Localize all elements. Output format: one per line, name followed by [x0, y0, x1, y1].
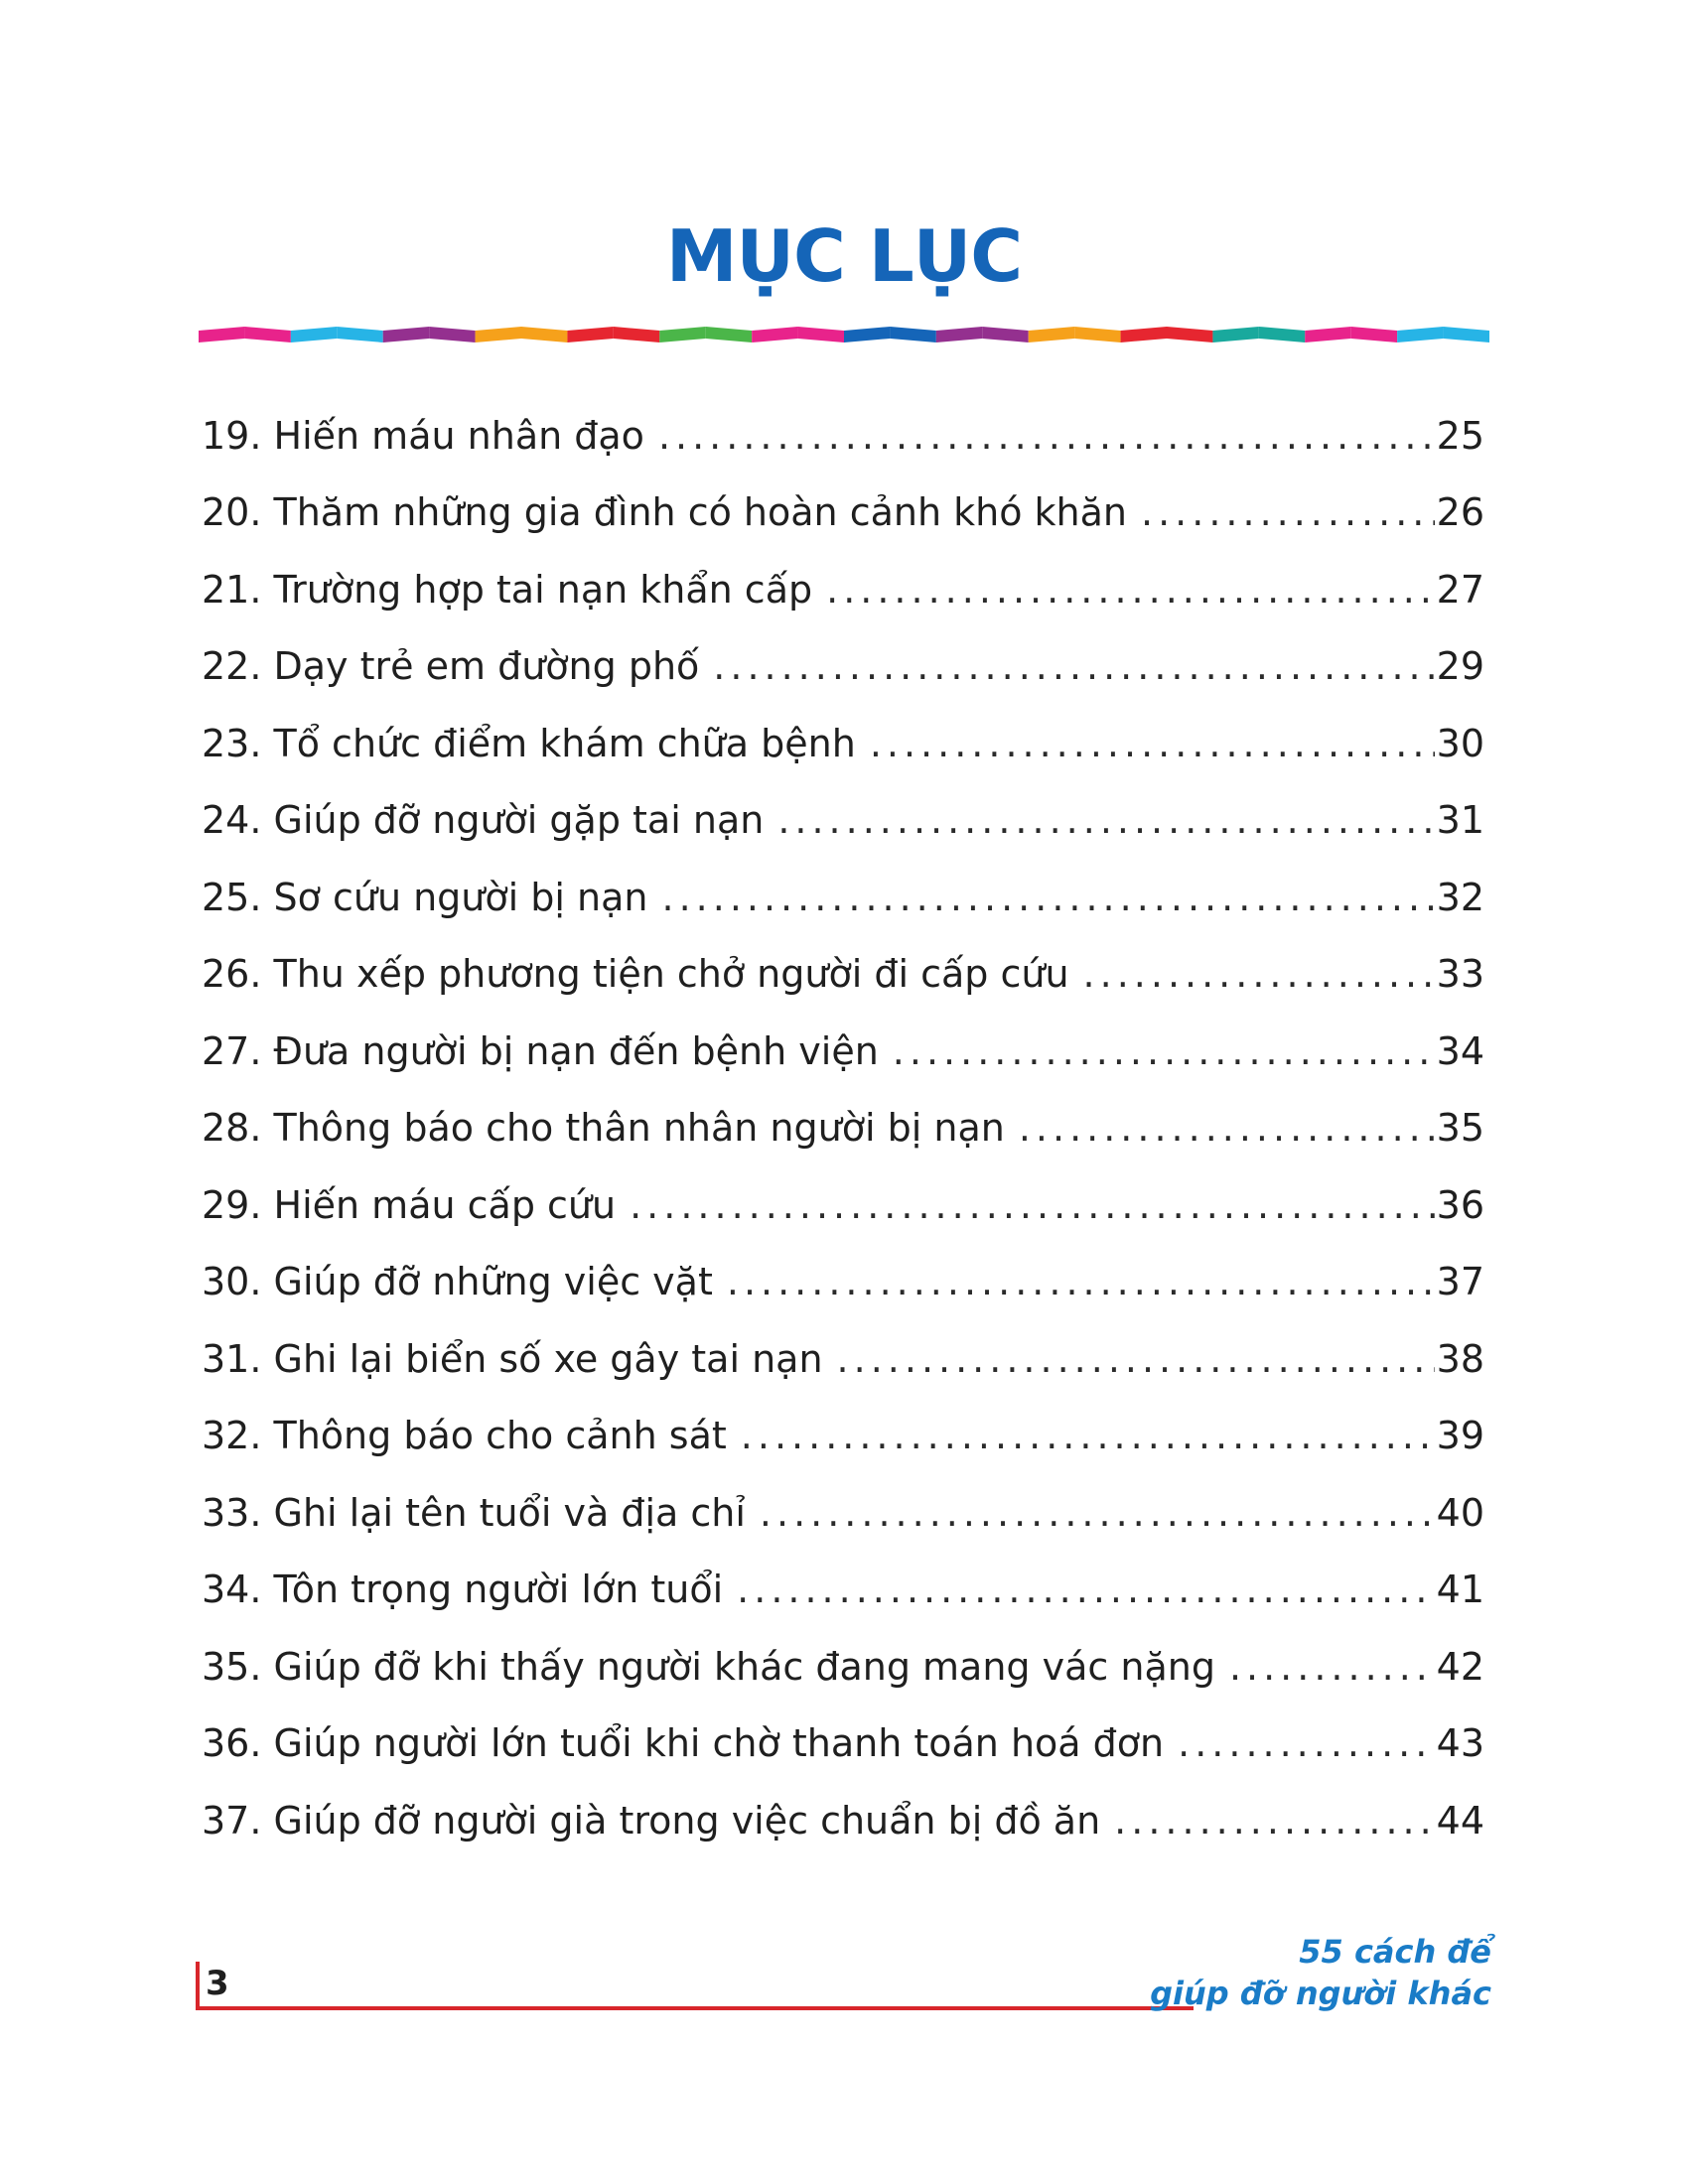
table-of-contents	[202, 397, 1484, 1859]
book-title-line1: 55 cách để	[1299, 1933, 1491, 1971]
toc-leader-dots	[1178, 1724, 1435, 1762]
book-title	[1150, 1931, 1491, 2014]
toc-entry[interactable]	[202, 859, 1484, 936]
toc-leader-dots	[658, 417, 1435, 455]
toc-entry[interactable]	[202, 1782, 1484, 1859]
toc-entry-page: 44	[1436, 1798, 1484, 1843]
toc-entry[interactable]	[202, 1320, 1484, 1398]
divider-segment	[659, 327, 705, 342]
toc-entry-page: 34	[1436, 1028, 1484, 1073]
toc-leader-dots	[760, 1494, 1435, 1532]
toc-entry-title: 19. Hiến máu nhân đạo	[202, 413, 644, 458]
toc-entry-title: 27. Đưa người bị nạn đến bệnh viện	[202, 1028, 879, 1073]
toc-leader-dots	[826, 571, 1435, 609]
toc-entry-page: 29	[1436, 644, 1484, 689]
divider-segment	[752, 327, 797, 342]
toc-entry-title: 30. Giúp đỡ những việc vặt	[202, 1260, 713, 1304]
toc-entry-page: 30	[1436, 721, 1484, 765]
divider-segment	[1351, 327, 1397, 342]
divider-segment	[1444, 327, 1489, 342]
toc-entry-title: 32. Thông báo cho cảnh sát	[202, 1414, 727, 1458]
divider-segment	[798, 327, 844, 342]
toc-entry-title: 29. Hiến máu cấp cứu	[202, 1182, 617, 1227]
toc-entry[interactable]	[202, 628, 1484, 706]
toc-entry-page: 33	[1436, 952, 1484, 997]
divider-segment	[1259, 327, 1305, 342]
toc-leader-dots	[1114, 1802, 1434, 1840]
toc-entry-page: 31	[1436, 798, 1484, 843]
toc-leader-dots	[713, 647, 1434, 685]
toc-entry-page: 35	[1436, 1106, 1484, 1151]
divider-segment	[244, 327, 290, 342]
page-number: 3	[206, 1964, 229, 2003]
toc-entry[interactable]	[202, 1166, 1484, 1244]
toc-entry[interactable]	[202, 1628, 1484, 1706]
toc-leader-dots	[870, 725, 1435, 762]
divider-segment	[337, 327, 382, 342]
divider-segment	[476, 327, 521, 342]
toc-entry-title: 21. Trường hợp tai nạn khẩn cấp	[202, 567, 813, 612]
toc-entry[interactable]	[202, 1244, 1484, 1321]
toc-leader-dots	[662, 879, 1435, 916]
toc-leader-dots	[777, 801, 1434, 839]
divider-segment	[429, 327, 475, 342]
toc-entry-title: 28. Thông báo cho thân nhân người bị nạn	[202, 1106, 1005, 1151]
toc-entry-page: 42	[1436, 1644, 1484, 1689]
toc-entry[interactable]	[202, 475, 1484, 552]
toc-entry-title: 23. Tổ chức điểm khám chữa bệnh	[202, 721, 856, 765]
toc-entry[interactable]	[202, 1398, 1484, 1475]
toc-entry-title: 36. Giúp người lớn tuổi khi chờ thanh toán hoá đơn	[202, 1721, 1165, 1766]
toc-leader-dots	[1141, 493, 1435, 531]
toc-entry-page: 25	[1436, 413, 1484, 458]
toc-entry-title: 31. Ghi lại biển số xe gây tai nạn	[202, 1336, 823, 1381]
toc-leader-dots	[727, 1263, 1435, 1300]
toc-entry-title: 35. Giúp đỡ khi thấy người khác đang mang vác nặng	[202, 1644, 1215, 1689]
book-title-line2: giúp đỡ người khác	[1150, 1975, 1491, 2012]
toc-entry-title: 34. Tôn trọng người lớn tuổi	[202, 1568, 724, 1612]
toc-entry-title: 25. Sơ cứu người bị nạn	[202, 875, 648, 919]
toc-leader-dots	[741, 1417, 1435, 1454]
toc-entry-page: 40	[1436, 1490, 1484, 1535]
divider-segment	[614, 327, 659, 342]
footer-rule	[196, 2006, 1194, 2010]
toc-entry[interactable]	[202, 1013, 1484, 1090]
toc-entry[interactable]	[202, 551, 1484, 628]
divider-segment	[844, 327, 890, 342]
toc-leader-dots	[1083, 955, 1435, 993]
toc-entry-page: 27	[1436, 567, 1484, 612]
toc-leader-dots	[1019, 1109, 1435, 1147]
toc-leader-dots	[1229, 1648, 1435, 1686]
toc-entry[interactable]	[202, 1090, 1484, 1167]
toc-leader-dots	[893, 1032, 1435, 1070]
toc-entry-title: 37. Giúp đỡ người già trong việc chuẩn bị đồ ăn	[202, 1798, 1101, 1843]
toc-leader-dots	[737, 1570, 1434, 1608]
toc-entry[interactable]	[202, 397, 1484, 475]
toc-entry[interactable]	[202, 936, 1484, 1014]
divider-segment	[982, 327, 1028, 342]
toc-entry-page: 38	[1436, 1336, 1484, 1381]
footer-left-bar	[196, 1962, 200, 2009]
toc-entry-page: 43	[1436, 1721, 1484, 1766]
toc-entry[interactable]	[202, 705, 1484, 782]
divider-segment	[1121, 327, 1167, 342]
toc-entry-page: 41	[1436, 1568, 1484, 1612]
page-title: MỤC LỤC	[665, 214, 1023, 298]
toc-entry-title: 22. Dạy trẻ em đường phố	[202, 644, 700, 689]
toc-entry[interactable]	[202, 782, 1484, 860]
toc-entry-title: 20. Thăm những gia đình có hoàn cảnh khó khăn	[202, 490, 1128, 535]
divider-segment	[291, 327, 337, 342]
toc-entry-page: 39	[1436, 1414, 1484, 1458]
toc-leader-dots	[837, 1340, 1435, 1378]
toc-entry[interactable]	[202, 1552, 1484, 1629]
divider-segment	[890, 327, 935, 342]
divider-segment	[1074, 327, 1120, 342]
toc-entry-page: 37	[1436, 1260, 1484, 1304]
toc-entry-page: 26	[1436, 490, 1484, 535]
divider-segment	[936, 327, 982, 342]
toc-leader-dots	[630, 1186, 1435, 1224]
toc-entry-page: 32	[1436, 875, 1484, 919]
divider-segment	[1305, 327, 1350, 342]
toc-entry[interactable]	[202, 1706, 1484, 1783]
toc-entry-title: 33. Ghi lại tên tuổi và địa chỉ	[202, 1490, 746, 1535]
divider-segment	[1029, 327, 1074, 342]
divider-segment	[199, 327, 244, 342]
divider-segment	[1397, 327, 1443, 342]
divider-segment	[1167, 327, 1212, 342]
toc-entry-title: 26. Thu xếp phương tiện chở người đi cấp cứu	[202, 952, 1069, 997]
toc-entry[interactable]	[202, 1474, 1484, 1552]
divider-segment	[1212, 327, 1258, 342]
divider-segment	[706, 327, 752, 342]
toc-entry-page: 36	[1436, 1182, 1484, 1227]
divider-segment	[521, 327, 567, 342]
divider-segment	[383, 327, 429, 342]
divider-segment	[567, 327, 613, 342]
toc-entry-title: 24. Giúp đỡ người gặp tai nạn	[202, 798, 765, 843]
rainbow-divider	[199, 325, 1489, 344]
